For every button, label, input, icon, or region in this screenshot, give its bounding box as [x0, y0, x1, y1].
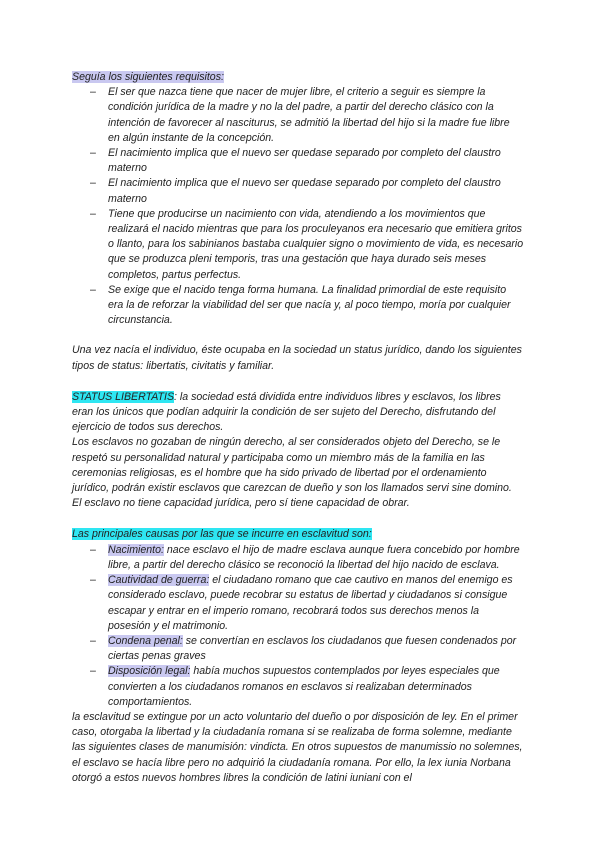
requirement-item: – El ser que nazca tiene que nacer de mujer libre, el criterio a seguir es siempre la condición jurídica de la madre y no la del padre, a partir del derecho clásico con la intención de favorecer al nasciturus, se admitió la libertad del hijo si la madre fue libre en algún instante de la concepción. — [108, 85, 524, 146]
cause-item — [108, 573, 524, 634]
requirements-heading-highlight: Seguía los siguientes requisitos: — [72, 71, 224, 83]
cause-text: había muchos supuestos contemplados por leyes especiales que convierten a los ciudadanos romanos en esclavos si realizaban determinados comportamientos. — [108, 665, 500, 708]
requirement-item: – El nacimiento implica que el nuevo ser quedase separado por completo del claustro materno — [108, 176, 524, 206]
cause-text: nace esclavo el hijo de madre esclava aunque fuera concebido por hombre libre, a partir del derecho clásico se reconoció la libertad del hijo nacido de esclava. — [108, 543, 520, 571]
cause-item — [108, 664, 524, 710]
cause-item — [108, 634, 524, 664]
causes-heading-highlight: Las principales causas por las que se incurre en esclavitud son: — [72, 528, 372, 541]
status-libertatis-paragraph — [72, 390, 524, 436]
slaves-paragraph: Los esclavos no gozaban de ningún derecho, al ser considerados objeto del Derecho, se le respetó su personalidad natural y participaba como un miembro más de la familia en las ceremonias religiosas, es el hombre que ha sido privado de libertad por el ordenamiento jurídico, podrán existir esclavos que carezcan de dueño y son los llamados servi sine domino. El esclavo no tiene capacidad jurídica, pero sí tiene capacidad de obrar. — [72, 436, 512, 510]
spacer — [72, 374, 524, 390]
cause-text: se convertían en esclavos los ciudadanos que fuesen condenados por ciertas penas graves — [108, 634, 517, 663]
requirements-list — [72, 85, 524, 328]
requirements-heading — [72, 70, 524, 85]
cause-label: Cautividad de guerra: — [108, 574, 210, 587]
intro-paragraph: Una vez nacía el individuo, éste ocupaba en la sociedad un status jurídico, dando los siguientes tipos de status: libertatis, civitatis y familiar. — [72, 344, 522, 372]
spacer — [72, 511, 524, 527]
cause-label: Condena penal: — [108, 634, 183, 647]
document-content — [72, 70, 524, 786]
requirement-item: – El nacimiento implica que el nuevo ser quedase separado por completo del claustro materno — [108, 146, 524, 176]
requirement-item: – Se exige que el nacido tenga forma humana. La finalidad primordial de este requisito era la de reforzar la viabilidad del ser que nacía y, al poco tiempo, moría por cualquier circunstancia. — [108, 283, 524, 329]
closing-paragraph: la esclavitud se extingue por un acto voluntario del dueño o por disposición de ley. En el primer caso, otorgaba la libertad y la ciudadanía romana si se realizaba de forma solemne, mediante las siguientes clases de manumisión: vindicta. En otros supuestos de manumissio no solemnes, el esclavo se hacía libre pero no adquirió la ciudadanía romana. Por ello, la lex iunia Norbana otorgó a estos nuevos hombres libres la condición de latini iuniani con el — [72, 710, 523, 784]
cause-item — [108, 543, 524, 573]
causes-list — [72, 543, 524, 710]
spacer — [72, 328, 524, 343]
cause-label: Disposición legal: — [108, 665, 191, 678]
cause-text: el ciudadano romano que cae cautivo en manos del enemigo es considerado esclavo, puede recobrar su estatus de libertad y ciudadanos si consigue escapar y entrar en el imperio romano, recobrará todos sus derechos menos la posesión y el matrimonio. — [108, 574, 513, 632]
status-libertatis-text: : la sociedad está dividida entre individuos libres y esclavos, los libres eran los únicos que podían adquirir la condición de ser sujeto del Derecho, disfrutando del ejercicio de todos sus derechos. — [72, 390, 501, 434]
causes-heading — [72, 527, 524, 542]
requirement-item: – Tiene que producirse un nacimiento con vida, atendiendo a los movimientos que realizará el nacido mientras que para los proculeyanos era necesario que emitiera gritos o llanto, para los sabinianos bastaba cualquier signo o movimiento de vida, es necesario que se produzca pleni temporis, tras una gestación que haya durado seis meses completos, partus perfectus. — [108, 207, 524, 283]
status-libertatis-label: STATUS LIBERTATIS — [72, 390, 175, 403]
cause-label: Nacimiento: — [108, 543, 164, 556]
